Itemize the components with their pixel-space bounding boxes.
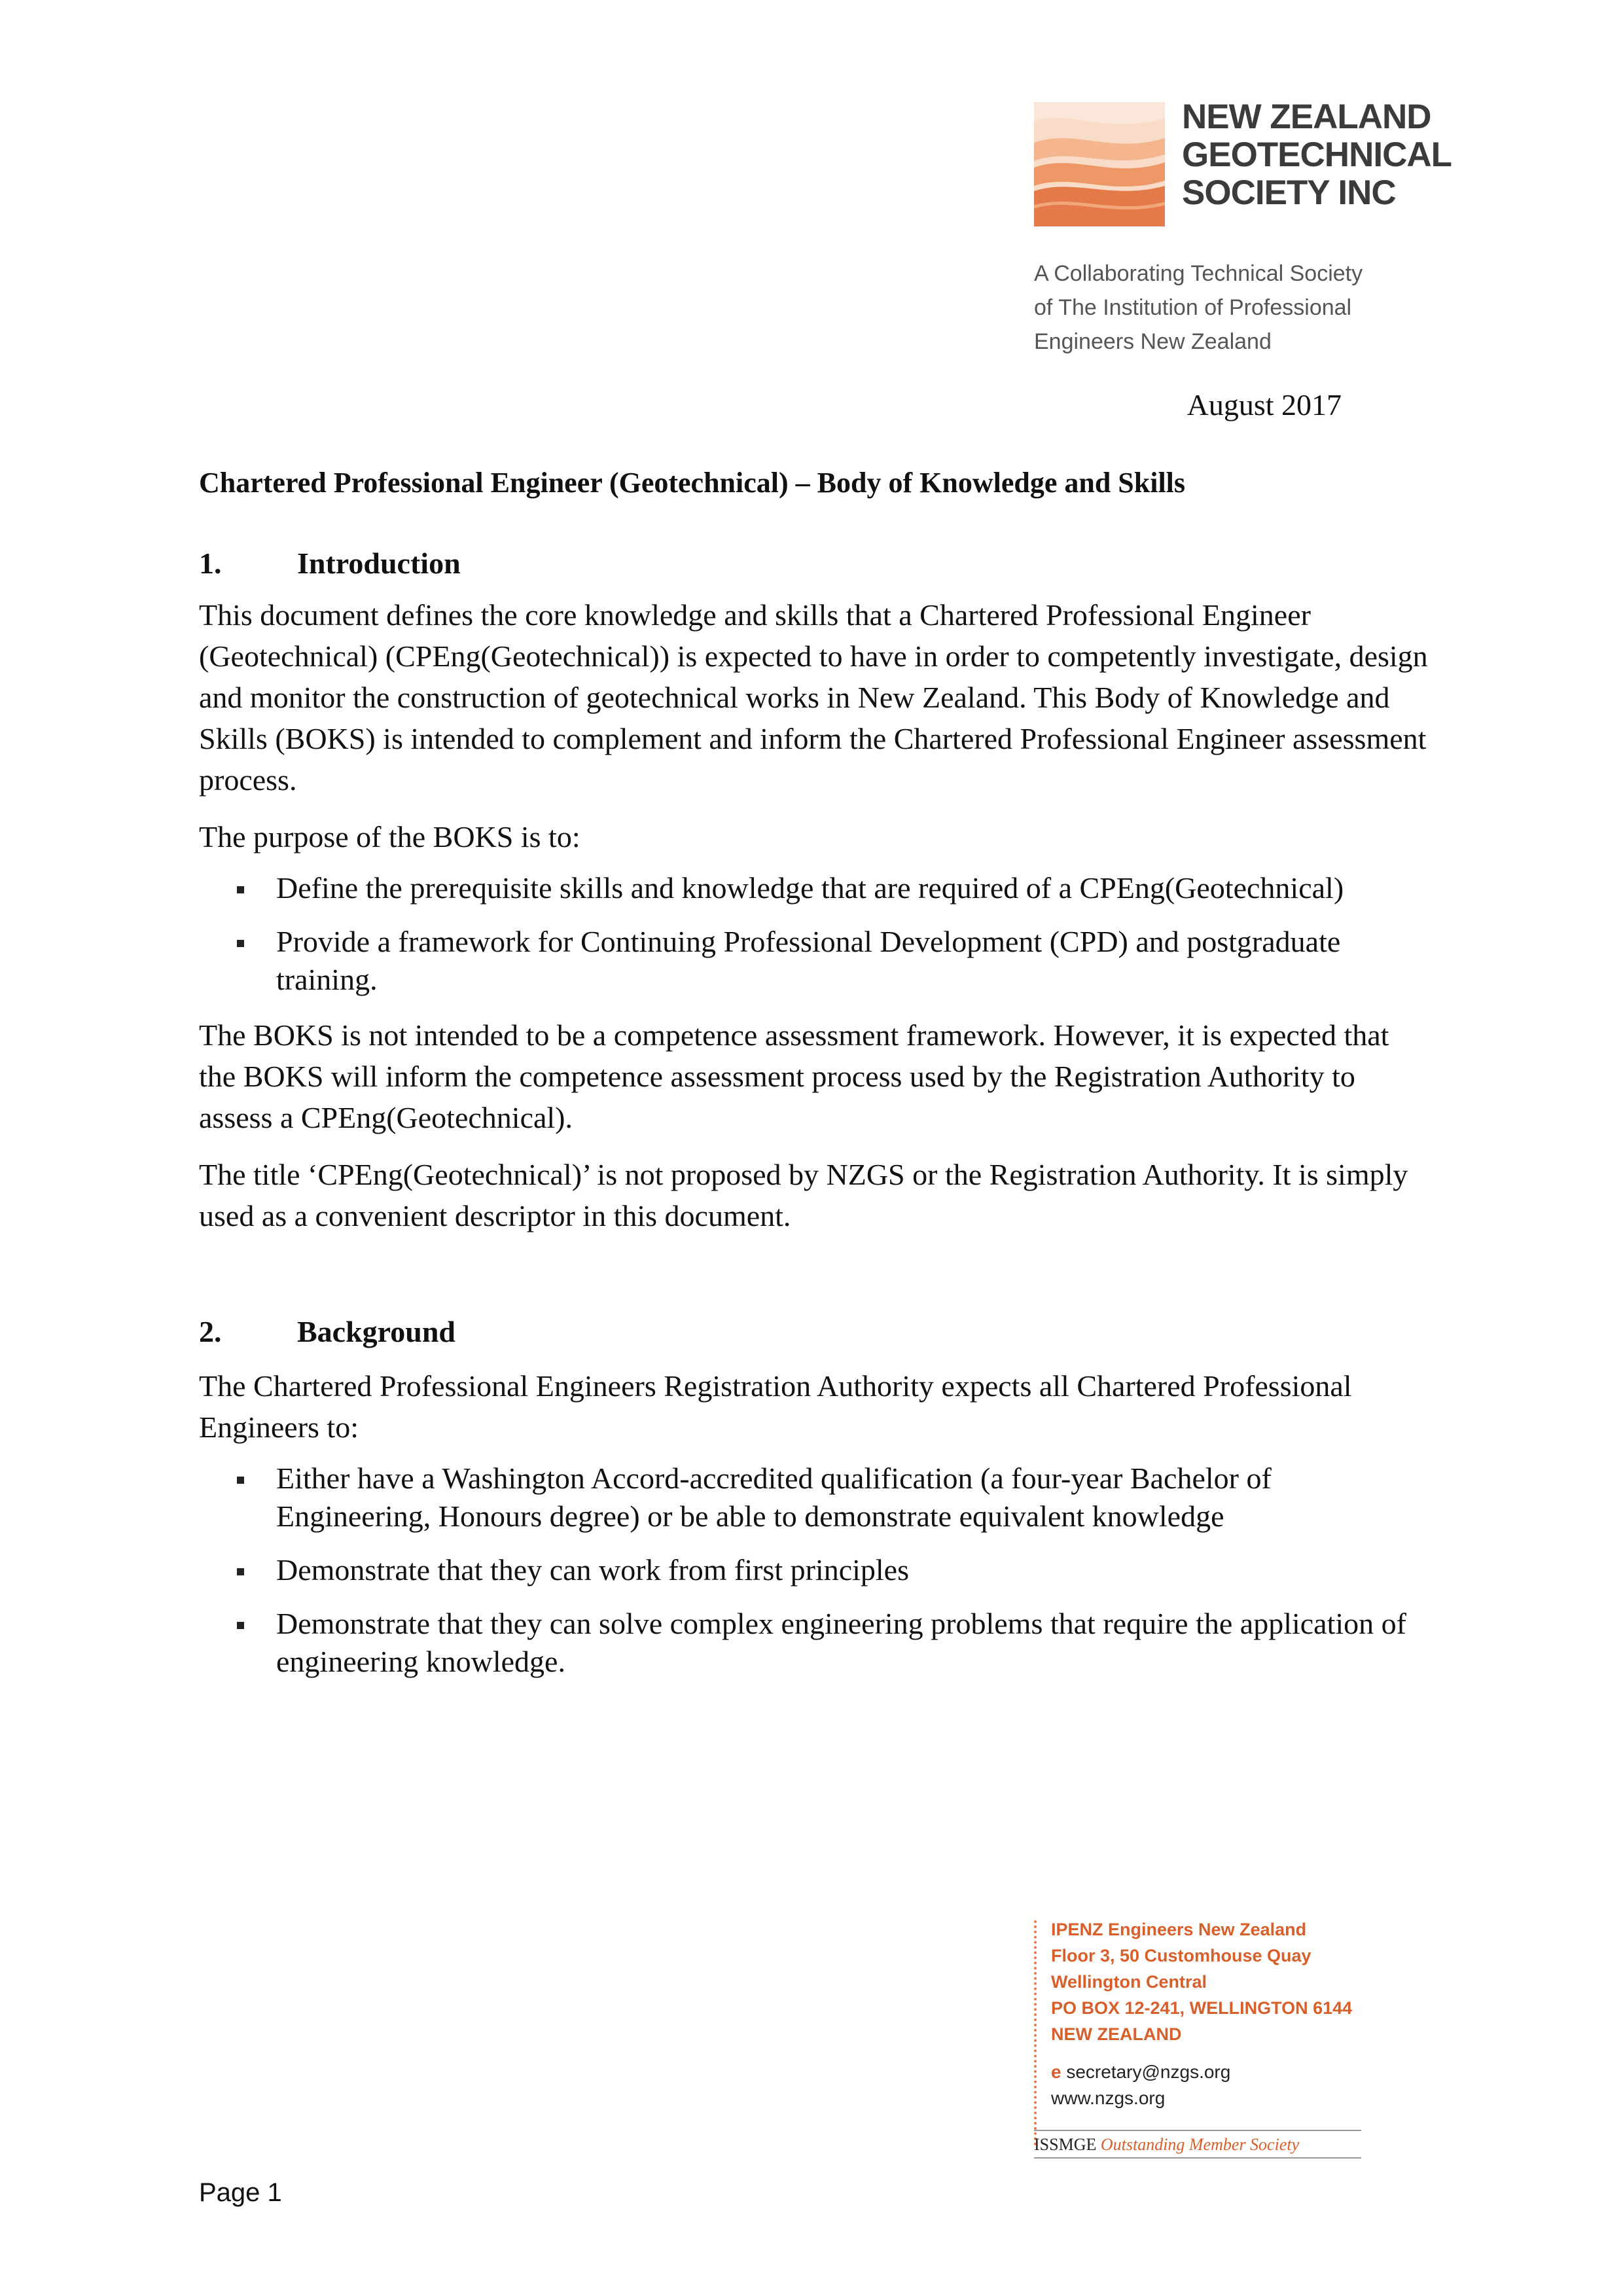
document-date: August 2017	[1186, 388, 1342, 422]
society-tagline	[1034, 257, 1440, 359]
society-logo-text	[1182, 98, 1457, 212]
tagline-line: A Collaborating Technical Society	[1034, 261, 1363, 286]
logo-line: NEW ZEALAND	[1182, 98, 1431, 136]
email-prefix: e	[1051, 2062, 1061, 2082]
paragraph: The purpose of the BOKS is to:	[199, 820, 580, 853]
address-line: PO BOX 12-241, WELLINGTON 6144	[1051, 1998, 1353, 2018]
list-item	[199, 1605, 1429, 1681]
email-link[interactable]: secretary@nzgs.org	[1066, 2062, 1231, 2082]
list-item	[199, 1551, 1429, 1589]
layered-waves-icon	[1034, 102, 1165, 226]
bullet-list	[199, 869, 1429, 999]
list-item	[199, 1460, 1429, 1535]
issmge-name: ISSMGE	[1034, 2135, 1097, 2154]
section-number: 2.	[199, 1315, 222, 1348]
section-number: 1.	[199, 547, 222, 580]
section-title: Introduction	[297, 547, 461, 580]
list-item-text: Demonstrate that they can work from first principles	[276, 1553, 909, 1587]
list-item-text: Either have a Washington Accord-accredited qualification (a four-year Bachelor of Engineering, Honours degree) or be able to demonstrate equivalent knowledge	[276, 1462, 1272, 1533]
issmge-tag: Outstanding Member Society	[1100, 2135, 1300, 2154]
square-bullet-icon	[237, 1477, 244, 1484]
email-line	[1051, 2059, 1453, 2085]
address-line: IPENZ Engineers New Zealand	[1051, 1920, 1307, 1939]
address-line: Floor 3, 50 Customhouse Quay	[1051, 1946, 1311, 1965]
address-line: Wellington Central	[1051, 1972, 1207, 1992]
list-item	[199, 869, 1429, 907]
logo-line: SOCIETY INC	[1182, 173, 1396, 212]
tagline-line: of The Institution of Professional	[1034, 295, 1352, 320]
section-title: Background	[297, 1315, 456, 1348]
list-item-text: Define the prerequisite skills and knowledge that are required of a CPEng(Geotechnical)	[276, 871, 1344, 905]
paragraph: The Chartered Professional Engineers Registration Authority expects all Chartered Professional Engineers to:	[199, 1369, 1352, 1444]
bullet-list	[199, 1460, 1429, 1681]
dotted-divider	[1034, 1920, 1037, 2145]
section-heading-introduction	[199, 543, 1429, 584]
tagline-line: Engineers New Zealand	[1034, 329, 1272, 354]
list-item-text: Provide a framework for Continuing Professional Development (CPD) and postgraduate training.	[276, 925, 1341, 996]
square-bullet-icon	[237, 1568, 244, 1575]
document-title: Chartered Professional Engineer (Geotechnical) – Body of Knowledge and Skills	[199, 467, 1186, 499]
paragraph: This document defines the core knowledge and skills that a Chartered Professional Engineer (Geotechnical) (CPEng(Geotechnical)) is expected to have in order to competently investigate, design and monitor the construction of geotechnical works in New Zealand. This Body of Knowledge and Skills (BOKS) is intended to complement and inform the Chartered Professional Engineer assessment process.	[199, 598, 1428, 797]
document-body	[199, 462, 1429, 1681]
website-link[interactable]: www.nzgs.org	[1051, 2088, 1166, 2108]
paragraph: The title ‘CPEng(Geotechnical)’ is not proposed by NZGS or the Registration Authority. It is simply used as a convenient descriptor in this document.	[199, 1158, 1408, 1232]
list-item-text: Demonstrate that they can solve complex engineering problems that require the application of engineering knowledge.	[276, 1607, 1406, 1678]
section-heading-background	[199, 1311, 1429, 1352]
issmge-banner	[1034, 2130, 1361, 2159]
list-item	[199, 923, 1429, 999]
page-number: Page 1	[199, 2178, 282, 2207]
square-bullet-icon	[237, 940, 244, 947]
address-line: NEW ZEALAND	[1051, 2024, 1182, 2044]
contact-block	[1034, 1916, 1453, 2111]
square-bullet-icon	[237, 1622, 244, 1629]
square-bullet-icon	[237, 886, 244, 893]
logo-line: GEOTECHNICAL	[1182, 135, 1452, 174]
paragraph: The BOKS is not intended to be a competence assessment framework. However, it is expected that the BOKS will inform the competence assessment process used by the Registration Authority to assess a CPEng(Geotechnical).	[199, 1018, 1389, 1134]
